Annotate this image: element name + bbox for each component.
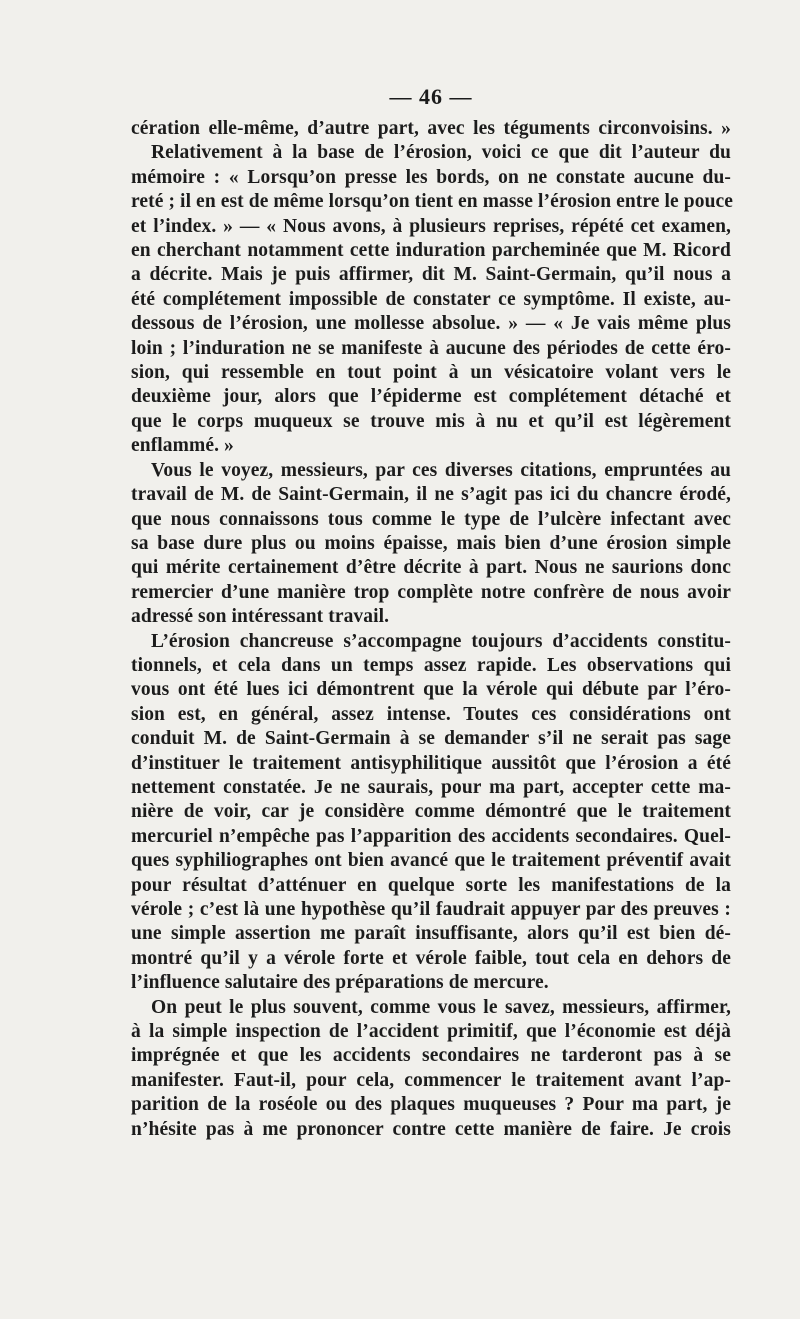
text-line: nettement constatée. Je ne saurais, pour ma part, accepter cette ma-: [131, 776, 731, 798]
text-line: enflammé. »: [131, 435, 234, 457]
text-line: parition de la roséole ou des plaques muqueuses ? Pour ma part, je: [131, 1094, 731, 1116]
text-line: vérole ; c’est là une hypothèse qu’il faudrait appuyer par des preuves :: [131, 899, 731, 920]
text-line: nière de voir, car je considère comme démontré que le traitement: [131, 801, 731, 823]
text-line: l’influence salutaire des préparations de mercure.: [131, 972, 549, 994]
text-line: été complétement impossible de constater ce symptôme. Il existe, au-: [131, 288, 731, 310]
text-line: n’hésite pas à me prononcer contre cette manière de faire. Je crois: [131, 1118, 731, 1140]
text-line: imprégnée et que les accidents secondaires ne tarderont pas à se: [131, 1045, 731, 1067]
text-line: cération elle-même, d’autre part, avec les téguments circonvoisins. »: [131, 118, 731, 139]
text-line: remercier d’une manière trop complète notre confrère de nous avoir: [131, 581, 731, 603]
text-line: adressé son intéressant travail.: [131, 606, 390, 628]
text-line: dessous de l’érosion, une mollesse absolue. » — « Je vais même plus: [131, 313, 731, 335]
page-number: — 46 —: [389, 84, 473, 109]
text-line: une simple assertion me paraît insuffisante, alors qu’il est bien dé-: [131, 923, 731, 945]
text-line: d’instituer le traitement antisyphilitique aussitôt que l’érosion a été: [131, 752, 731, 774]
text-line: Relativement à la base de l’érosion, voici ce que dit l’auteur du: [151, 142, 731, 164]
text-line: sion est, en général, assez intense. Toutes ces considérations ont: [131, 703, 731, 725]
text-line: vous ont été lues ici démontrent que la vérole qui débute par l’éro-: [131, 679, 731, 701]
text-line: Vous le voyez, messieurs, par ces diverses citations, empruntées au: [151, 459, 731, 481]
text-line: mémoire : « Lorsqu’on presse les bords, on ne constate aucune du-: [131, 166, 731, 188]
text-line: On peut le plus souvent, comme vous le savez, messieurs, affirmer,: [151, 996, 731, 1018]
text-line: qui mérite certainement d’être décrite à part. Nous ne saurions donc: [131, 557, 731, 579]
text-line: deuxième jour, alors que l’épiderme est complétement détaché et: [131, 386, 731, 408]
text-line: manifester. Faut-il, pour cela, commencer le traitement avant l’ap-: [131, 1069, 731, 1091]
text-line: à la simple inspection de l’accident primitif, que l’économie est déjà: [131, 1021, 731, 1043]
text-line: loin ; l’induration ne se manifeste à aucune des périodes de cette éro-: [131, 337, 731, 359]
text-line: que le corps muqueux se trouve mis à nu et qu’il est légèrement: [131, 410, 731, 432]
body-text: [131, 117, 734, 1142]
text-line: mercuriel n’empêche pas l’apparition des accidents secondaires. Quel-: [131, 825, 731, 847]
text-line: a décrite. Mais je puis affirmer, dit M. Saint-Germain, qu’il nous a: [131, 264, 731, 286]
text-line: montré qu’il y a vérole forte et vérole faible, tout cela en dehors de: [131, 947, 731, 969]
text-line: que nous connaissons tous comme le type de l’ulcère infectant avec: [131, 508, 731, 530]
text-line: reté ; il en est de même lorsqu’on tient en masse l’érosion entre le pouce: [131, 191, 734, 213]
text-line: et l’index. » — « Nous avons, à plusieurs reprises, répété cet examen,: [131, 215, 731, 237]
text-line: travail de M. de Saint-Germain, il ne s’agit pas ici du chancre érodé,: [131, 484, 731, 506]
text-line: pour résultat d’atténuer en quelque sorte les manifestations de la: [131, 874, 731, 896]
text-line: tionnels, et cela dans un temps assez rapide. Les observations qui: [131, 654, 731, 676]
text-line: conduit M. de Saint-Germain à se demander s’il ne serait pas sage: [131, 728, 731, 750]
text-line: sa base dure plus ou moins épaisse, mais bien d’une érosion simple: [131, 532, 731, 554]
text-line: sion, qui ressemble en tout point à un vésicatoire volant vers le: [131, 362, 731, 384]
text-line: L’érosion chancreuse s’accompagne toujours d’accidents constitu-: [151, 630, 731, 652]
text-line: ques syphiliographes ont bien avancé que le traitement préventif avait: [131, 850, 731, 872]
text-line: en cherchant notamment cette induration parcheminée que M. Ricord: [131, 240, 731, 262]
